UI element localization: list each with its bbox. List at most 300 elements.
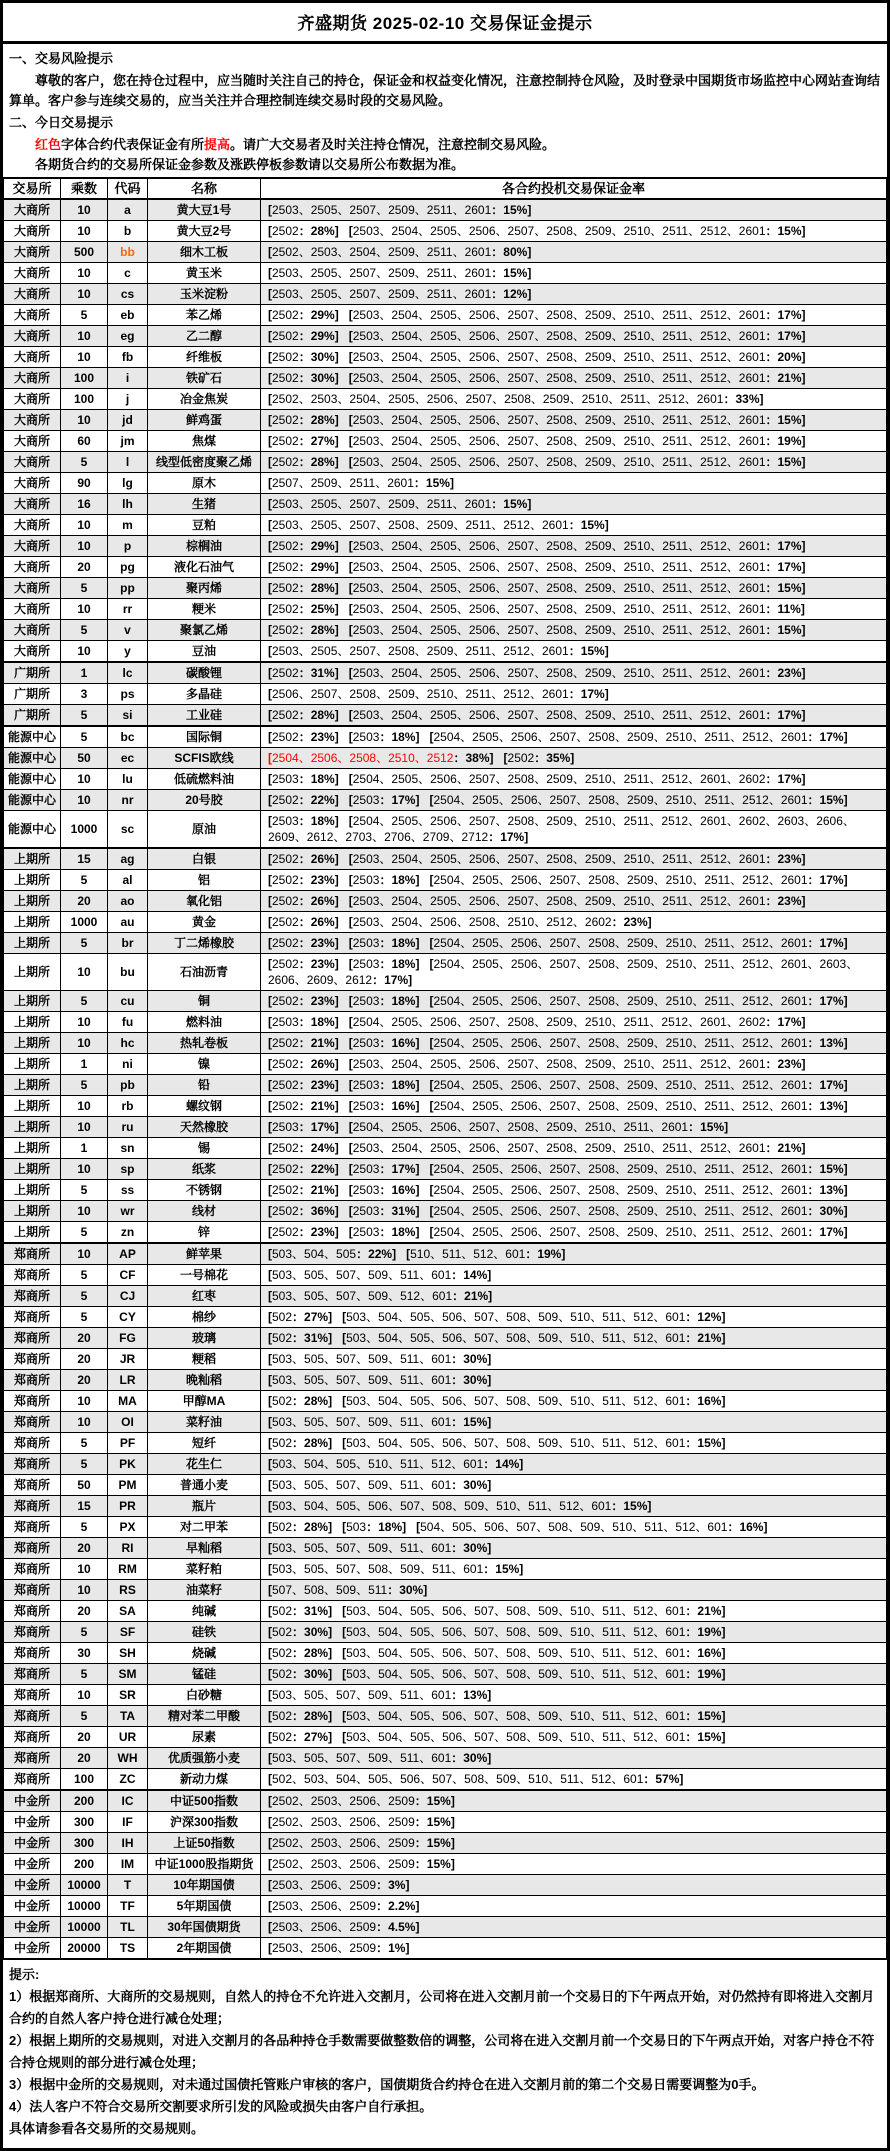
- multiplier-cell: 5: [61, 1664, 108, 1685]
- margin-rates-cell: [261, 242, 887, 263]
- multiplier-cell: 300: [61, 1812, 108, 1833]
- margin-rates-cell: [261, 1812, 887, 1833]
- name-cell: 花生仁: [148, 1454, 261, 1475]
- table-row: [4, 954, 887, 991]
- code-cell: ag: [108, 848, 148, 870]
- margin-rates-cell: [261, 1370, 887, 1391]
- code-cell: IF: [108, 1812, 148, 1833]
- margin-rate-segment: [502：31%]: [268, 1604, 333, 1618]
- name-cell: 黄金: [148, 912, 261, 933]
- margin-rate-segment: [2502：28%]: [268, 708, 339, 722]
- margin-rates-cell: [261, 536, 887, 557]
- margin-rate-segment: [2503、2505、2507、2509、2511、2601：15%]: [268, 266, 532, 280]
- margin-rate-segment: [503、504、505、506、507、508、509、510、511、512、601：16%]: [342, 1646, 726, 1660]
- exchange-cell: 大商所: [4, 326, 61, 347]
- exchange-cell: 郑商所: [4, 1580, 61, 1601]
- margin-rates-cell: [261, 1727, 887, 1748]
- margin-rates-cell: [261, 347, 887, 368]
- exchange-cell: 郑商所: [4, 1643, 61, 1664]
- exchange-cell: 上期所: [4, 891, 61, 912]
- margin-rates-cell: [261, 452, 887, 473]
- margin-rate-segment: [2503、2504、2505、2506、2507、2508、2509、2510、2511、2512、2601：23%]: [348, 852, 806, 866]
- exchange-cell: 中金所: [4, 1938, 61, 1960]
- margin-rate-segment: [2503：18%]: [348, 1225, 420, 1239]
- code-cell: rr: [108, 599, 148, 620]
- multiplier-cell: 10: [61, 1117, 108, 1138]
- code-cell: FG: [108, 1328, 148, 1349]
- margin-rate-segment: [2504、2505、2506、2507、2508、2509、2510、2511、2512、2601：17%]: [429, 1225, 848, 1239]
- multiplier-cell: 5: [61, 305, 108, 326]
- name-cell: 甲醇MA: [148, 1391, 261, 1412]
- multiplier-cell: 5: [61, 1622, 108, 1643]
- table-row: [4, 1769, 887, 1791]
- margin-rate-segment: [2502、2503、2506、2509：15%]: [268, 1794, 455, 1808]
- margin-rate-segment: [2504、2505、2506、2507、2508、2509、2510、2511、2512、2601：15%]: [429, 793, 848, 807]
- table-row: [4, 578, 887, 599]
- table-row: [4, 1580, 887, 1601]
- margin-rate-segment: [502：27%]: [268, 1730, 333, 1744]
- margin-rates-cell: [261, 473, 887, 494]
- margin-rate-segment: [2503：18%]: [268, 1015, 339, 1029]
- margin-rate-segment: [503、504、505、506、507、508、509、510、511、512、601：15%]: [342, 1709, 726, 1723]
- col-header-code: 代码: [108, 178, 148, 199]
- exchange-cell: 郑商所: [4, 1391, 61, 1412]
- multiplier-cell: 50: [61, 748, 108, 769]
- exchange-cell: 郑商所: [4, 1307, 61, 1328]
- multiplier-cell: 10: [61, 1685, 108, 1706]
- margin-rate-segment: [2503、2504、2505、2506、2507、2508、2509、2510、2511、2512、2601：17%]: [348, 560, 806, 574]
- margin-rate-segment: [2502：21%]: [268, 1183, 339, 1197]
- multiplier-cell: 20: [61, 1328, 108, 1349]
- exchange-cell: 郑商所: [4, 1496, 61, 1517]
- name-cell: 粳稻: [148, 1349, 261, 1370]
- margin-rate-segment: [2503：16%]: [348, 1036, 420, 1050]
- margin-rates-cell: [261, 1622, 887, 1643]
- table-row: [4, 1517, 887, 1538]
- code-cell: lc: [108, 662, 148, 684]
- margin-rates-cell: [261, 933, 887, 954]
- name-cell: 热轧卷板: [148, 1033, 261, 1054]
- name-cell: 新动力煤: [148, 1769, 261, 1791]
- multiplier-cell: 20000: [61, 1938, 108, 1960]
- code-cell: TL: [108, 1917, 148, 1938]
- exchange-cell: 郑商所: [4, 1475, 61, 1496]
- margin-rate-segment: [2503、2504、2505、2506、2507、2508、2509、2510、2511、2512、2601：21%]: [348, 371, 806, 385]
- exchange-cell: 郑商所: [4, 1706, 61, 1727]
- code-cell: fu: [108, 1012, 148, 1033]
- exchange-cell: 上期所: [4, 954, 61, 991]
- exchange-cell: 中金所: [4, 1917, 61, 1938]
- multiplier-cell: 5: [61, 1454, 108, 1475]
- table-row: [4, 347, 887, 368]
- name-cell: 铜: [148, 991, 261, 1012]
- name-cell: 玉米淀粉: [148, 284, 261, 305]
- table-row: [4, 848, 887, 870]
- exchange-cell: 郑商所: [4, 1769, 61, 1791]
- margin-rate-segment: [2503、2505、2507、2509、2511、2601：15%]: [268, 497, 532, 511]
- exchange-cell: 中金所: [4, 1875, 61, 1896]
- margin-rates-cell: [261, 1496, 887, 1517]
- margin-rate-segment: [502：28%]: [268, 1709, 333, 1723]
- table-row: [4, 242, 887, 263]
- name-cell: 硅铁: [148, 1622, 261, 1643]
- margin-rate-segment: [2502：26%]: [268, 894, 339, 908]
- margin-rates-cell: [261, 263, 887, 284]
- margin-rate-segment: [2504、2505、2506、2507、2508、2509、2510、2511、2512、2601：13%]: [429, 1183, 848, 1197]
- multiplier-cell: 10: [61, 641, 108, 663]
- margin-rate-segment: [2502：30%]: [268, 350, 339, 364]
- table-row: [4, 811, 887, 849]
- margin-rates-cell: [261, 662, 887, 684]
- code-cell: MA: [108, 1391, 148, 1412]
- code-cell: pb: [108, 1075, 148, 1096]
- code-cell: l: [108, 452, 148, 473]
- multiplier-cell: 10000: [61, 1875, 108, 1896]
- margin-rate-segment: [2502：28%]: [268, 224, 339, 238]
- margin-rates-cell: [261, 1243, 887, 1265]
- table-row: [4, 726, 887, 748]
- margin-rate-segment: [2502：24%]: [268, 1141, 339, 1155]
- multiplier-cell: 10: [61, 263, 108, 284]
- margin-rate-segment: [503、504、505：22%]: [268, 1247, 397, 1261]
- multiplier-cell: 5: [61, 1433, 108, 1454]
- today-highlight-line: 红色字体合约代表保证金有所提高。请广大交易者及时关注持仓情况，注意控制交易风险。: [35, 137, 556, 152]
- margin-rate-segment: [503、505、507、509、511、601：13%]: [268, 1688, 492, 1702]
- code-cell: zn: [108, 1222, 148, 1244]
- table-row: [4, 1412, 887, 1433]
- multiplier-cell: 200: [61, 1854, 108, 1875]
- code-cell: TF: [108, 1896, 148, 1917]
- table-row: [4, 284, 887, 305]
- code-cell: br: [108, 933, 148, 954]
- table-row: [4, 705, 887, 727]
- exchange-cell: 郑商所: [4, 1286, 61, 1307]
- multiplier-cell: 20: [61, 557, 108, 578]
- multiplier-cell: 10: [61, 221, 108, 242]
- code-cell: PX: [108, 1517, 148, 1538]
- multiplier-cell: 5: [61, 452, 108, 473]
- exchange-cell: 上期所: [4, 991, 61, 1012]
- margin-rate-segment: [2502：23%]: [268, 873, 339, 887]
- margin-rate-segment: [2503、2504、2505、2506、2507、2508、2509、2510、2511、2512、2601：11%]: [348, 602, 805, 616]
- margin-rate-segment: [2503、2504、2505、2506、2507、2508、2509、2510、2511、2512、2601：23%]: [348, 666, 806, 680]
- margin-rate-segment: [2502：23%]: [268, 1225, 339, 1239]
- margin-rate-segment: [2502：23%]: [268, 994, 339, 1008]
- exchange-cell: 广期所: [4, 705, 61, 727]
- table-row: [4, 557, 887, 578]
- multiplier-cell: 60: [61, 431, 108, 452]
- multiplier-cell: 10: [61, 1159, 108, 1180]
- table-row: [4, 1706, 887, 1727]
- margin-rates-cell: [261, 1454, 887, 1475]
- name-cell: 晚籼稻: [148, 1370, 261, 1391]
- exchange-cell: 上期所: [4, 1096, 61, 1117]
- multiplier-cell: 5: [61, 1075, 108, 1096]
- margin-rates-cell: [261, 1854, 887, 1875]
- margin-rate-segment: [2504、2505、2506、2507、2508、2509、2510、2511、2512、2601：17%]: [429, 1078, 848, 1092]
- code-cell: hc: [108, 1033, 148, 1054]
- code-cell: JR: [108, 1349, 148, 1370]
- margin-rates-cell: [261, 1664, 887, 1685]
- name-cell: 普通小麦: [148, 1475, 261, 1496]
- name-cell: 鲜苹果: [148, 1243, 261, 1265]
- exchange-cell: 郑商所: [4, 1517, 61, 1538]
- table-row: [4, 1243, 887, 1265]
- exchange-cell: 大商所: [4, 347, 61, 368]
- margin-rates-cell: [261, 726, 887, 748]
- margin-rate-segment: [2504、2505、2506、2507、2508、2509、2510、2511、2512、2601、2603、2606、2609、2612：17%]: [268, 957, 859, 987]
- code-cell: c: [108, 263, 148, 284]
- code-cell: AP: [108, 1243, 148, 1265]
- code-cell: ao: [108, 891, 148, 912]
- margin-rate-segment: [2502：29%]: [268, 308, 339, 322]
- name-cell: 镍: [148, 1054, 261, 1075]
- margin-rate-segment: [502：28%]: [268, 1520, 333, 1534]
- exchange-cell: 大商所: [4, 557, 61, 578]
- margin-rates-cell: [261, 599, 887, 620]
- name-cell: 上证50指数: [148, 1833, 261, 1854]
- table-row: [4, 1896, 887, 1917]
- margin-rate-segment: [503、504、505、506、507、508、509、510、511、512、601：16%]: [342, 1394, 726, 1408]
- margin-rates-cell: [261, 811, 887, 849]
- exchange-cell: 中金所: [4, 1812, 61, 1833]
- table-row: [4, 1601, 887, 1622]
- raised-margin-keyword: 红色: [35, 137, 62, 152]
- table-row: [4, 790, 887, 811]
- multiplier-cell: 16: [61, 494, 108, 515]
- exchange-cell: 郑商所: [4, 1243, 61, 1265]
- margin-rate-segment: [2504、2505、2506、2507、2508、2509、2510、2511、2512、2601：17%]: [429, 936, 848, 950]
- margin-rate-segment: [2502：29%]: [268, 539, 339, 553]
- exchange-cell: 郑商所: [4, 1349, 61, 1370]
- margin-rate-segment: [2502：21%]: [268, 1036, 339, 1050]
- multiplier-cell: 500: [61, 242, 108, 263]
- table-row: [4, 1370, 887, 1391]
- margin-rate-segment: [502：30%]: [268, 1667, 333, 1681]
- table-row: [4, 1854, 887, 1875]
- margin-rate-segment: [504、505、506、507、508、509、510、511、512、601：16%]: [416, 1520, 768, 1534]
- margin-rate-segment: [2507、2509、2511、2601：15%]: [268, 476, 454, 490]
- margin-rates-cell: [261, 326, 887, 347]
- margin-rate-segment: [503：18%]: [342, 1520, 407, 1534]
- multiplier-cell: 20: [61, 1727, 108, 1748]
- margin-rates-cell: [261, 1138, 887, 1159]
- exchange-cell: 上期所: [4, 1054, 61, 1075]
- table-row: [4, 1201, 887, 1222]
- margin-rate-segment: [503、504、505、506、507、508、509、510、511、512、601：15%]: [268, 1499, 652, 1513]
- code-cell: fb: [108, 347, 148, 368]
- code-cell: SA: [108, 1601, 148, 1622]
- exchange-cell: 中金所: [4, 1790, 61, 1812]
- name-cell: 液化石油气: [148, 557, 261, 578]
- margin-rate-segment: [2504、2505、2506、2507、2508、2509、2510、2511、2512、2601：30%]: [429, 1204, 848, 1218]
- margin-rate-segment: [2503：18%]: [348, 936, 420, 950]
- exchange-cell: 郑商所: [4, 1370, 61, 1391]
- name-cell: 白银: [148, 848, 261, 870]
- margin-rate-segment: [2502、2503、2504、2509、2511、2601：80%]: [268, 245, 532, 259]
- table-row: [4, 1180, 887, 1201]
- margin-rates-cell: [261, 1033, 887, 1054]
- exchange-cell: 能源中心: [4, 811, 61, 849]
- code-cell: jm: [108, 431, 148, 452]
- exchange-cell: 大商所: [4, 620, 61, 641]
- margin-rate-segment: [2503、2506、2509：2.2%]: [268, 1899, 420, 1913]
- margin-rates-cell: [261, 1580, 887, 1601]
- margin-rate-segment: [2503、2504、2505、2506、2507、2508、2509、2510、2511、2512、2601：17%]: [348, 539, 806, 553]
- margin-rates-cell: [261, 494, 887, 515]
- multiplier-cell: 200: [61, 1790, 108, 1812]
- margin-rate-segment: [2503：16%]: [348, 1099, 420, 1113]
- margin-rate-segment: [2502：23%]: [268, 730, 339, 744]
- table-row: [4, 1328, 887, 1349]
- risk-section-heading: 一、交易风险提示: [9, 51, 114, 66]
- margin-rates-cell: [261, 1475, 887, 1496]
- margin-rates-cell: [261, 1096, 887, 1117]
- margin-rate-segment: [2504、2506、2508、2510、2512：38%]: [268, 751, 494, 765]
- margin-rate-segment: [2503、2504、2505、2506、2507、2508、2509、2510、2511、2512、2601：23%]: [348, 1057, 806, 1071]
- table-row: [4, 1307, 887, 1328]
- multiplier-cell: 10: [61, 1580, 108, 1601]
- margin-rates-cell: [261, 1643, 887, 1664]
- margin-rate-segment: [503、504、505、506、507、508、509、510、511、512、601：19%]: [342, 1625, 726, 1639]
- multiplier-cell: 5: [61, 620, 108, 641]
- margin-rates-cell: [261, 641, 887, 663]
- margin-rates-cell: [261, 848, 887, 870]
- code-cell: RI: [108, 1538, 148, 1559]
- code-cell: cs: [108, 284, 148, 305]
- name-cell: 乙二醇: [148, 326, 261, 347]
- exchange-cell: 上期所: [4, 1138, 61, 1159]
- margin-rates-cell: [261, 1412, 887, 1433]
- exchange-cell: 上期所: [4, 1033, 61, 1054]
- exchange-cell: 大商所: [4, 431, 61, 452]
- multiplier-cell: 300: [61, 1833, 108, 1854]
- multiplier-cell: 10: [61, 1201, 108, 1222]
- margin-rates-cell: [261, 1054, 887, 1075]
- exchange-cell: 广期所: [4, 662, 61, 684]
- table-row: [4, 1159, 887, 1180]
- name-cell: 铅: [148, 1075, 261, 1096]
- margin-rates-cell: [261, 954, 887, 991]
- exchange-cell: 郑商所: [4, 1727, 61, 1748]
- code-cell: WH: [108, 1748, 148, 1769]
- margin-rate-segment: [502：28%]: [268, 1646, 333, 1660]
- code-cell: j: [108, 389, 148, 410]
- code-cell: au: [108, 912, 148, 933]
- table-row: [4, 684, 887, 705]
- name-cell: 菜籽粕: [148, 1559, 261, 1580]
- exchange-cell: 大商所: [4, 305, 61, 326]
- exchange-cell: 郑商所: [4, 1454, 61, 1475]
- table-row: [4, 1664, 887, 1685]
- table-row: [4, 1748, 887, 1769]
- today-section-heading: 二、今日交易提示: [9, 115, 114, 130]
- table-row: [4, 1622, 887, 1643]
- margin-rate-segment: [502：28%]: [268, 1394, 333, 1408]
- name-cell: 国际铜: [148, 726, 261, 748]
- exchange-cell: 郑商所: [4, 1433, 61, 1454]
- name-cell: 纯碱: [148, 1601, 261, 1622]
- margin-rate-segment: [2502：28%]: [268, 623, 339, 637]
- margin-rate-segment: [2502：26%]: [268, 852, 339, 866]
- margin-rate-segment: [2504、2505、2506、2507、2508、2509、2510、2511、2512、2601：17%]: [429, 730, 848, 744]
- name-cell: 鲜鸡蛋: [148, 410, 261, 431]
- multiplier-cell: 10: [61, 954, 108, 991]
- margin-rate-segment: [2503、2504、2505、2506、2507、2508、2509、2510、2511、2512、2601：17%]: [348, 708, 806, 722]
- table-row: [4, 891, 887, 912]
- margin-rate-segment: [507、508、509、511：30%]: [268, 1583, 428, 1597]
- margin-rate-segment: [2502：25%]: [268, 602, 339, 616]
- code-cell: PF: [108, 1433, 148, 1454]
- multiplier-cell: 5: [61, 991, 108, 1012]
- code-cell: wr: [108, 1201, 148, 1222]
- code-cell: PM: [108, 1475, 148, 1496]
- name-cell: 优质强筋小麦: [148, 1748, 261, 1769]
- margin-rate-segment: [2503、2504、2506、2508、2510、2512、2602：23%]: [348, 915, 652, 929]
- margin-rate-segment: [2502：28%]: [268, 455, 339, 469]
- margin-rates-cell: [261, 199, 887, 221]
- multiplier-cell: 20: [61, 1349, 108, 1370]
- margin-rate-segment: [2502：23%]: [268, 957, 339, 971]
- table-row: [4, 1265, 887, 1286]
- code-cell: CY: [108, 1307, 148, 1328]
- name-cell: 锡: [148, 1138, 261, 1159]
- margin-rate-segment: [2503：18%]: [348, 994, 420, 1008]
- code-cell: CJ: [108, 1286, 148, 1307]
- margin-rate-segment: [503、505、507、509、511、601：30%]: [268, 1541, 492, 1555]
- multiplier-cell: 5: [61, 1517, 108, 1538]
- table-row: [4, 1012, 887, 1033]
- multiplier-cell: 10: [61, 1391, 108, 1412]
- margin-rates-cell: [261, 912, 887, 933]
- code-cell: b: [108, 221, 148, 242]
- multiplier-cell: 100: [61, 389, 108, 410]
- col-header-exchange: 交易所: [4, 178, 61, 199]
- code-cell: nr: [108, 790, 148, 811]
- exchange-cell: 上期所: [4, 1159, 61, 1180]
- exchange-cell: 大商所: [4, 242, 61, 263]
- margin-rate-segment: [2502：22%]: [268, 1162, 339, 1176]
- name-cell: 线材: [148, 1201, 261, 1222]
- multiplier-cell: 100: [61, 1769, 108, 1791]
- margin-rate-segment: [2502、2503、2506、2509：15%]: [268, 1815, 455, 1829]
- multiplier-cell: 5: [61, 933, 108, 954]
- exchange-cell: 大商所: [4, 452, 61, 473]
- margin-rate-segment: [2503：18%]: [348, 1078, 420, 1092]
- margin-rate-segment: [2503、2506、2509：3%]: [268, 1878, 410, 1892]
- margin-rate-segment: [503、505、507、509、511、601：30%]: [268, 1751, 492, 1765]
- multiplier-cell: 20: [61, 891, 108, 912]
- margin-rates-cell: [261, 284, 887, 305]
- table-header-row: [4, 178, 887, 199]
- notes-heading: 提示:: [9, 1967, 40, 1982]
- exchange-cell: 郑商所: [4, 1748, 61, 1769]
- margin-rates-cell: [261, 1222, 887, 1244]
- margin-rates-cell: [261, 1917, 887, 1938]
- code-cell: UR: [108, 1727, 148, 1748]
- table-row: [4, 1559, 887, 1580]
- code-cell: bu: [108, 954, 148, 991]
- table-row: [4, 1790, 887, 1812]
- margin-rates-cell: [261, 1790, 887, 1812]
- code-cell: al: [108, 870, 148, 891]
- margin-rate-segment: [503、505、507、508、509、511、601：15%]: [268, 1562, 524, 1576]
- table-row: [4, 1496, 887, 1517]
- exchange-cell: 上期所: [4, 1117, 61, 1138]
- table-row: [4, 641, 887, 663]
- multiplier-cell: 10000: [61, 1896, 108, 1917]
- margin-rate-segment: [502：30%]: [268, 1625, 333, 1639]
